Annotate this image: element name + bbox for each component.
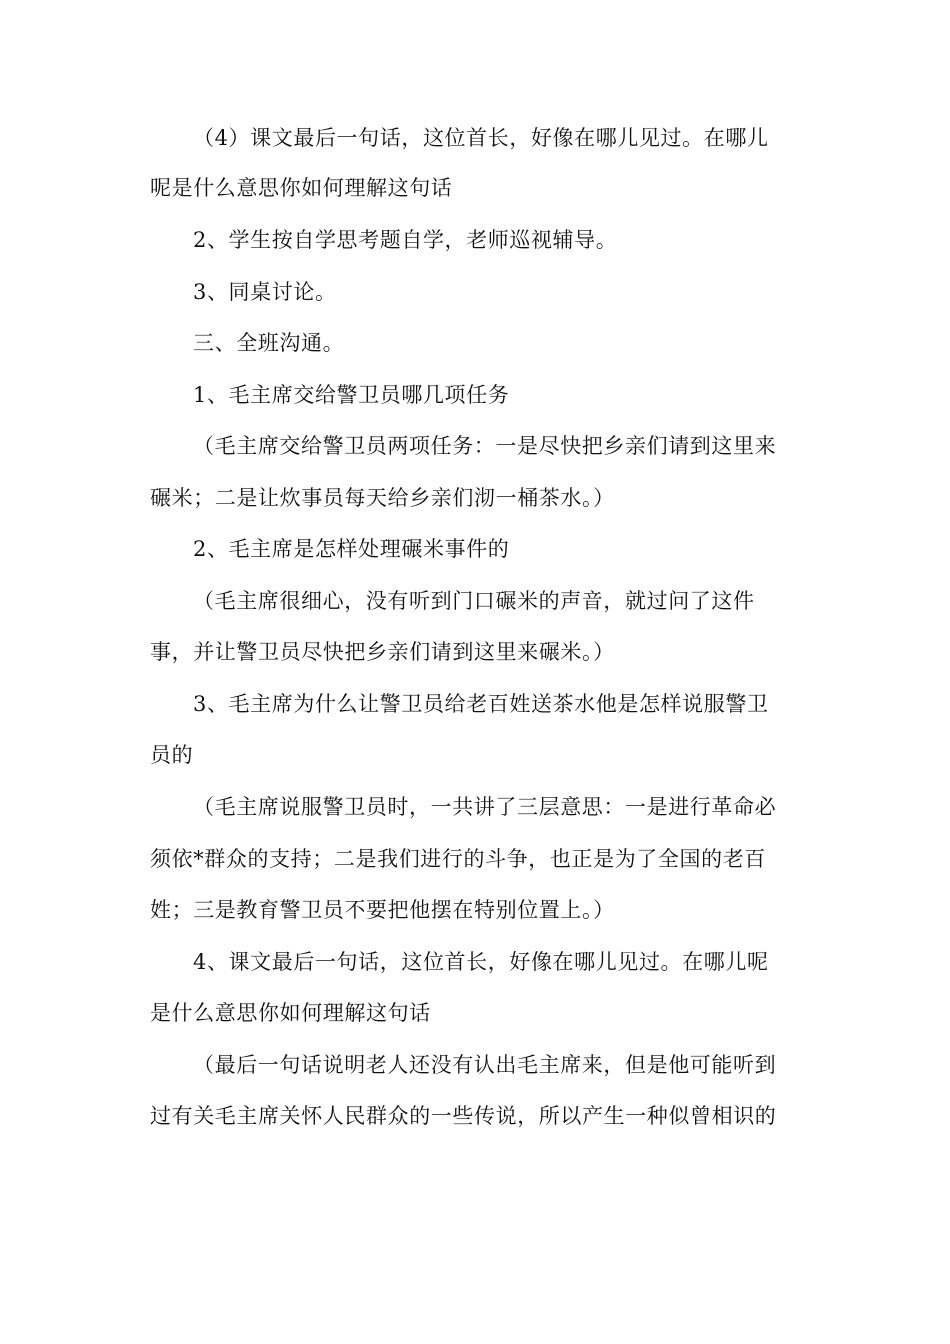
- answer-1-line-1: （毛主席交给警卫员两项任务：一是尽快把乡亲们请到这里来: [193, 434, 777, 458]
- question-3-line-2: 员的: [150, 743, 194, 767]
- question-3-line-1: 3、毛主席为什么让警卫员给老百姓送茶水他是怎样说服警卫: [193, 692, 769, 716]
- answer-2-line-2: 事，并让警卫员尽快把乡亲们请到这里来碾米。）: [150, 640, 615, 664]
- paragraph-2-line-1: 2、学生按自学思考题自学，老师巡视辅导。: [193, 228, 618, 252]
- answer-4-line-2: 过有关毛主席关怀人民群众的一些传说，所以产生一种似曾相识的: [150, 1104, 777, 1128]
- answer-4-line-1: （最后一句话说明老人还没有认出毛主席来，但是他可能听到: [193, 1053, 777, 1077]
- question-4-line-2: 是什么意思你如何理解这句话: [150, 1001, 431, 1025]
- question-1-line: 1、毛主席交给警卫员哪几项任务: [193, 383, 510, 407]
- question-2-line: 2、毛主席是怎样处理碾米事件的: [193, 537, 510, 561]
- paragraph-3-line-1: 3、同桌讨论。: [193, 280, 337, 304]
- answer-3-line-3: 姓；三是教育警卫员不要把他摆在特别位置上。）: [150, 898, 615, 922]
- question-4-line-1: 4、课文最后一句话，这位首长，好像在哪儿见过。在哪儿呢: [193, 950, 769, 974]
- paragraph-1-line-2: 呢是什么意思你如何理解这句话: [150, 176, 453, 200]
- answer-1-line-2: 碾米；二是让炊事员每天给乡亲们沏一桶茶水。）: [150, 486, 615, 510]
- section-heading-line: 三、全班沟通。: [193, 331, 345, 355]
- answer-3-line-1: （毛主席说服警卫员时，一共讲了三层意思：一是进行革命必: [193, 795, 777, 819]
- answer-2-line-1: （毛主席很细心，没有听到门口碾米的声音，就过问了这件: [193, 589, 755, 613]
- answer-3-line-2: 须依*群众的支持；二是我们进行的斗争，也正是为了全国的老百: [150, 847, 766, 871]
- paragraph-1-line-1: （4）课文最后一句话，这位首长，好像在哪儿见过。在哪儿: [193, 126, 769, 150]
